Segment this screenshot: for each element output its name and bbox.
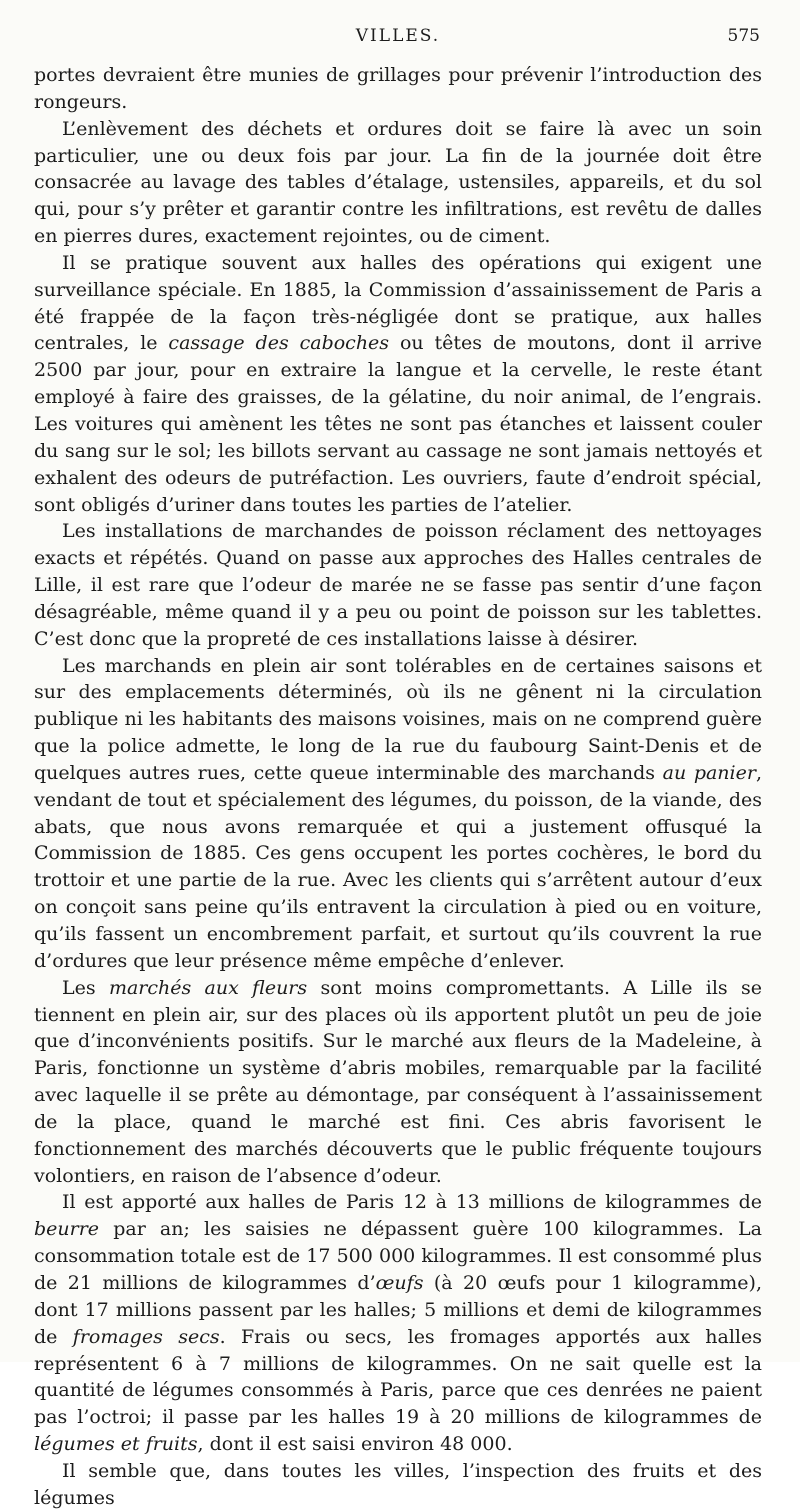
text-run: par an; les saisies ne dépassent guère 100 kilogrammes. La consommation totale est de 17 500 000 kilogrammes. Il est consommé plus de 21 millions de kilogrammes d’ bbox=[34, 1218, 762, 1294]
italic-text-run: œufs bbox=[375, 1271, 424, 1294]
text-run: Il se pratique souvent aux halles des opérations qui exigent une surveillance spéciale. En 1885, la Commission d’assainissement de Paris a été frappée de la façon très-négligée dont se pratique, aux halles centrales, le bbox=[34, 251, 762, 355]
text-run: Il est apporté aux halles de Paris 12 à 13 millions de kilogrammes de bbox=[62, 1191, 762, 1214]
italic-text-run: légumes et fruits bbox=[34, 1433, 198, 1456]
italic-text-run: cassage des caboches bbox=[168, 332, 390, 355]
text-run: ou têtes de moutons, dont il arrive 2500 par jour, pour en extraire la langue et la cervelle, le reste étant employé à faire des graisses, de la gélatine, du noir animal, de l’engrais. Les voitures qui amènent les têtes ne sont pas étanches et laissent couler du sang sur le sol; les billots servant au cassage ne sont jamais nettoyés et exhalent des odeurs de putréfaction. Les ouvriers, faute d’endroit spécial, sont obligés d’uriner dans toutes les parties de l’atelier. bbox=[34, 332, 762, 516]
paragraph-3 bbox=[34, 250, 762, 518]
italic-text-run: marchés aux fleurs bbox=[108, 976, 308, 999]
text-run: Il semble que, dans toutes les villes, l’inspection des fruits et des légumes bbox=[34, 1459, 762, 1509]
paragraph-2 bbox=[34, 116, 762, 250]
text-run: , dont il est saisi environ 48 000. bbox=[197, 1433, 513, 1456]
text-run: L’enlèvement des déchets et ordures doit se faire là avec un soin particulier, une ou deux fois par jour. La fin de la journée doit être consacrée au lavage des tables d’étalage, ustensiles, appareils, et du sol qui, pour s’y prêter et garantir contre les infiltrations, est revêtu de dalles en pierres dures, exactement rejointes, ou de ciment. bbox=[34, 117, 762, 248]
text-run: sont moins compromettants. A Lille ils se tiennent en plein air, sur des places où ils apportent plutôt un peu de joie que d’inconvénients positifs. Sur le marché aux fleurs de la Madeleine, à Paris, fonctionne un système d’abris mobiles, remarquable par la facilité avec laquelle il se prête au démontage, par conséquent à l’assainissement de la place, quand le marché est fini. Ces abris favorisent le fonctionnement des marchés découverts que le public fréquente toujours volontiers, en raison de l’absence d’odeur. bbox=[34, 976, 762, 1187]
text-run: Les marchands en plein air sont tolérables en de certaines saisons et sur des emplacements déterminés, où ils ne gênent ni la circulation publique ni les habitants des maisons voisines, mais on ne comprend guère que la police admette, le long de la rue du faubourg Saint-Denis et de quelques autres rues, cette queue interminable des marchands bbox=[34, 654, 762, 784]
page-number: 575 bbox=[727, 26, 760, 46]
italic-text-run: au panier bbox=[662, 761, 756, 784]
paragraph-5 bbox=[34, 653, 762, 975]
paragraph-6 bbox=[34, 975, 762, 1190]
running-title: VILLES. bbox=[355, 26, 441, 46]
text-run: (à 20 œufs pour 1 kilogramme), dont 17 millions passent par les halles; 5 millions et demi de kilogrammes de bbox=[34, 1271, 762, 1348]
italic-text-run: beurre bbox=[34, 1218, 100, 1241]
text-run: Les installations de marchandes de poisson réclament des nettoyages exacts et répétés. Quand on passe aux approches des Halles centrales de Lille, il est rare que l’odeur de marée ne se fasse pas sentir d’une façon désagréable, même quand il y a peu ou point de poisson sur les tablettes. C’est donc que la propreté de ces installations laisse à désirer. bbox=[34, 520, 762, 650]
running-head bbox=[34, 26, 762, 62]
italic-text-run: fromages secs bbox=[72, 1325, 220, 1348]
text-run: . Frais ou secs, les fromages apportés aux halles représentent 6 à 7 millions de kilogrammes. On ne sait quelle est la quantité de légumes consommés à Paris, parce que ces denrées ne paient pas l’octroi; il passe par les halles 19 à 20 millions de kilogrammes de bbox=[34, 1325, 762, 1429]
text-run: , vendant de tout et spécialement des légumes, du poisson, de la viande, des abats, que nous avons remarquée et qui a justement offusqué la Commission de 1885. Ces gens occupent les portes cochères, le bord du trottoir et une partie de la rue. Avec les clients qui s’arrêtent autour d’eux on conçoit sans peine qu’ils entravent la circulation à pied ou en voiture, qu’ils fassent un encombrement parfait, et surtout qu’ils couvrent la rue d’ordures que leur présence même empêche d’enlever. bbox=[34, 761, 762, 972]
paragraph-4 bbox=[34, 518, 762, 652]
paragraph-8 bbox=[34, 1458, 762, 1512]
paragraph-7 bbox=[34, 1189, 762, 1457]
text-run: portes devraient être munies de grillages pour prévenir l’introduction des rongeurs. bbox=[34, 64, 762, 113]
text-run: Les bbox=[62, 976, 109, 999]
paragraph-1 bbox=[34, 62, 762, 116]
body-text bbox=[34, 62, 762, 1512]
